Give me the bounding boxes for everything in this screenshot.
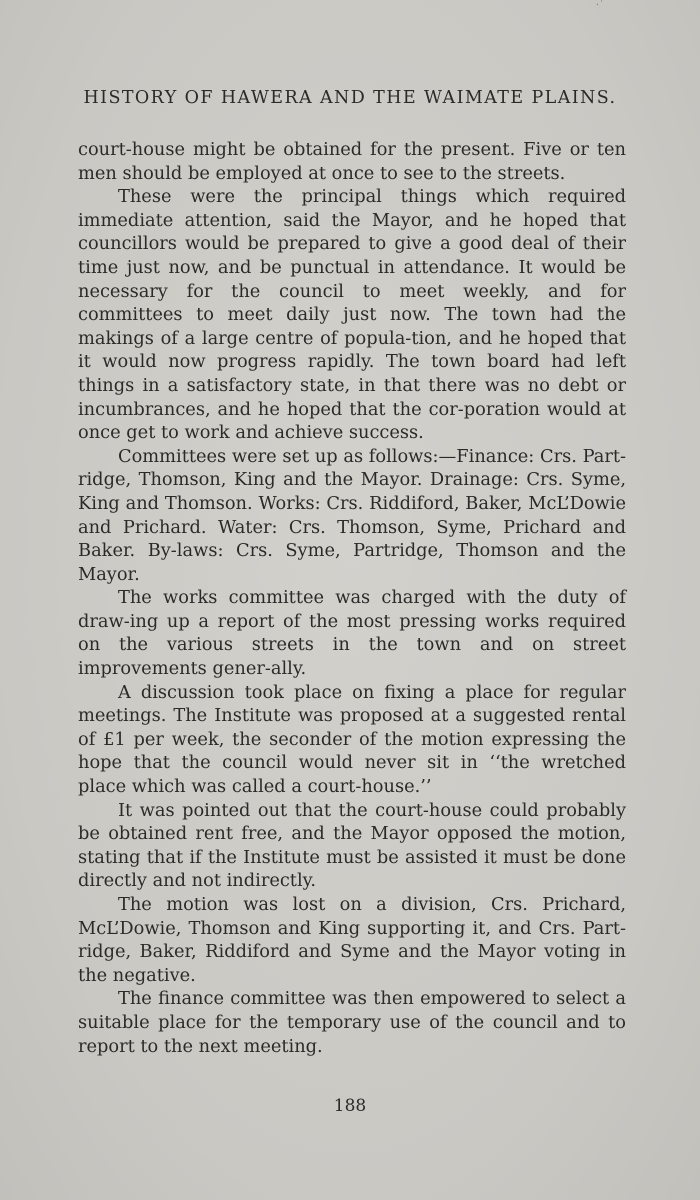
paragraph-5: A discussion took place on fixing a place for regular meetings. The Institute was proposed at a suggested rental of £1 per week, the seconder of the motion expressing the hope that the council would never sit in ‘‘the wretched place which was called a court-house.’’ — [78, 681, 626, 798]
paragraph-2: These were the principal things which required immediate attention, said the Mayor, and he hoped that councillors would be prepared to give a good deal of their time just now, and be punctual in attendance. It would be necessary for the council to meet weekly, and for committees to meet daily just now. The town had the makings of a large centre of popula-tion, and he hoped that it would now progress rapidly. The town board had left things in a satisfactory state, in that there was no debt or incumbrances, and he hoped that the cor-poration would at once get to work and achieve success. — [78, 186, 626, 444]
paragraph-1: court-house might be obtained for the present. Five or ten men should be employed at once to see to the streets. — [78, 139, 626, 184]
paragraph-8: The finance committee was then empowered to select a suitable place for the temporary use of the council and to report to the next meeting. — [78, 988, 626, 1057]
running-head: HISTORY OF HAWERA AND THE WAIMATE PLAINS. — [83, 88, 617, 108]
paragraph-3: Committees were set up as follows:—Finance: Crs. Part-ridge, Thomson, King and the Mayor. Drainage: Crs. Syme, King and Thomson. Works: Crs. Riddiford, Baker, McL’Dowie and Prichard. Water: Crs. Thomson, Syme, Prichard and Baker. By-laws: Crs. Syme, Partridge, Thomson and the Mayor. — [78, 445, 626, 585]
paragraph-4: The works committee was charged with the duty of draw-ing up a report of the most pressing works required on the various streets in the town and on street improvements gener-ally. — [78, 587, 626, 680]
body-text — [78, 138, 626, 1058]
page-number: 188 — [333, 1096, 367, 1116]
paragraph-6: It was pointed out that the court-house could probably be obtained rent free, and the Mayor opposed the motion, stating that if the Institute must be assisted it must be done directly and not indirectly. — [78, 799, 626, 892]
paragraph-7: The motion was lost on a division, Crs. Prichard, McL’Dowie, Thomson and King supporting it, and Crs. Part-ridge, Baker, Riddiford and Syme and the Mayor voting in the negative. — [78, 894, 626, 986]
corner-mark: ·˙ — [595, 0, 604, 11]
